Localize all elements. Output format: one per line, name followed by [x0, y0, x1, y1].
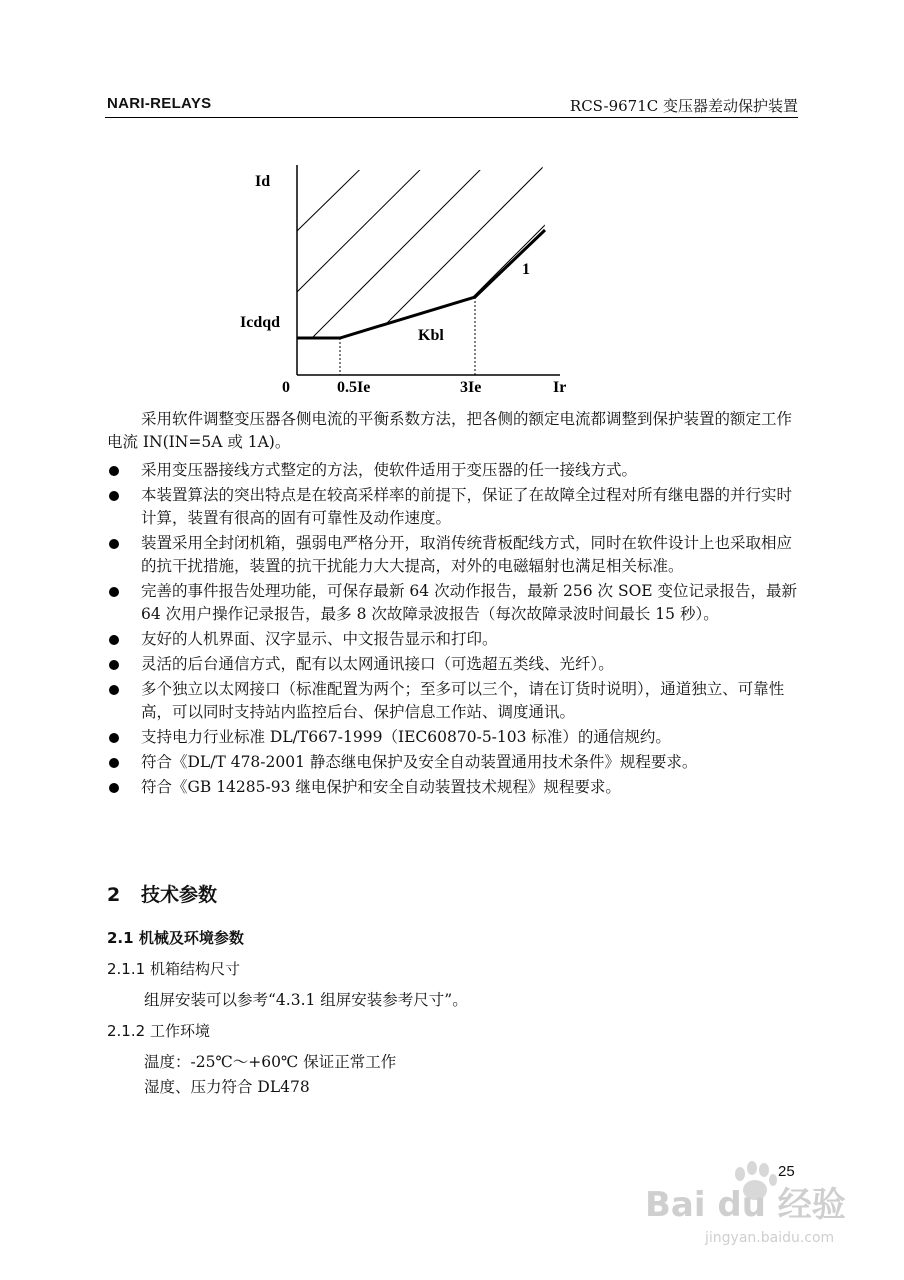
bullet-icon	[109, 491, 119, 501]
bullet-icon	[109, 660, 119, 670]
section-title: 工作环境	[149, 1022, 210, 1040]
section-2-heading	[107, 880, 217, 907]
watermark-url: jingyan.baidu.com	[705, 1230, 835, 1246]
section-2-1-1-heading	[107, 958, 240, 979]
list-item	[107, 653, 799, 676]
slope-label: 1	[522, 261, 530, 278]
list-item	[107, 751, 799, 774]
bullet-icon	[109, 733, 119, 743]
header-doc-title: RCS-9671C 变压器差动保护装置	[569, 97, 798, 115]
section-title: 机械及环境参数	[138, 929, 244, 947]
section-title: 机箱结构尺寸	[149, 960, 240, 978]
origin-label: 0	[282, 379, 290, 396]
differential-characteristic-diagram	[0, 0, 904, 410]
section-number: 2	[107, 884, 121, 906]
temperature-line: 温度：-25℃～+60℃ 保证正常工作	[144, 1053, 397, 1071]
section-2-1-2-heading	[107, 1020, 210, 1041]
y-axis-label: Id	[255, 173, 271, 190]
header-brand: NARI-RELAYS	[107, 95, 212, 112]
watermark-brand: Bai du 经验	[645, 1185, 846, 1225]
list-item-text: 装置采用全封闭机箱，强弱电严格分开，取消传统背板配线方式，同时在软件设计上也采取相应的抗干扰措施，装置的抗干扰能力大大提高，对外的电磁辐射也满足相关标准。	[141, 534, 793, 575]
baidu-watermark	[640, 1150, 880, 1250]
section-2-1-1-text: 组屏安装可以参考“4.3.1 组屏安装参考尺寸”。	[144, 991, 468, 1009]
x-tick-3ie: 3Ie	[460, 379, 482, 396]
humidity-line: 湿度、压力符合 DL478	[144, 1078, 310, 1096]
kbl-label: Kbl	[418, 327, 444, 344]
bullet-icon	[109, 783, 119, 793]
bullet-icon	[109, 587, 119, 597]
list-item	[107, 726, 799, 749]
list-item	[107, 678, 799, 724]
list-item-text: 友好的人机界面、汉字显示、中文报告显示和打印。	[141, 630, 498, 648]
x-tick-0-5ie: 0.5Ie	[337, 379, 371, 396]
restraint-curve	[297, 230, 545, 338]
section-title: 技术参数	[141, 884, 218, 906]
bullet-icon	[109, 635, 119, 645]
list-item-text: 多个独立以太网接口（标准配置为两个；至多可以三个，请在订货时说明），通道独立、可靠性高，可以同时支持站内监控后台、保护信息工作站、调度通讯。	[141, 680, 785, 721]
list-item-text: 符合《GB 14285-93 继电保护和安全自动装置技术规程》规程要求。	[141, 778, 621, 796]
section-number: 2.1.1	[107, 960, 146, 978]
icdqd-label: Icdqd	[240, 314, 281, 331]
list-item	[107, 776, 799, 799]
list-item	[107, 628, 799, 651]
list-item-text: 符合《DL/T 478-2001 静态继电保护及安全自动装置通用技术条件》规程要求。	[141, 753, 698, 771]
page-number: 25	[778, 1163, 795, 1180]
bullet-icon	[109, 466, 119, 476]
list-item	[107, 484, 799, 530]
section-number: 2.1.2	[107, 1022, 146, 1040]
bullet-icon	[109, 685, 119, 695]
list-item-text: 采用变压器接线方式整定的方法，使软件适用于变压器的任一接线方式。	[141, 461, 638, 479]
list-item	[107, 459, 799, 482]
section-2-1-heading	[107, 927, 244, 948]
intro-paragraph: 采用软件调整变压器各侧电流的平衡系数方法，把各侧的额定电流都调整到保护装置的额定工作电流 IN(IN=5A 或 1A)。	[107, 410, 793, 451]
x-axis-label: Ir	[553, 379, 567, 396]
list-item	[107, 580, 799, 626]
list-item-text: 灵活的后台通信方式，配有以太网通讯接口（可选超五类线、光纤）。	[141, 655, 614, 673]
feature-list	[107, 459, 799, 801]
list-item	[107, 532, 799, 578]
list-item-text: 支持电力行业标准 DL/T667-1999（IEC60870-5-103 标准）的通信规约。	[141, 728, 671, 746]
bullet-icon	[109, 758, 119, 768]
list-item-text: 本装置算法的突出特点是在较高采样率的前提下，保证了在故障全过程对所有继电器的并行实时计算，装置有很高的固有可靠性及动作速度。	[141, 486, 793, 527]
list-item-text: 完善的事件报告处理功能，可保存最新 64 次动作报告，最新 256 次 SOE 变位记录报告，最新 64 次用户操作记录报告，最多 8 次故障录波报告（每次故障录波时间最长 15 秒）。	[141, 582, 798, 623]
section-number: 2.1	[107, 929, 134, 947]
bullet-icon	[109, 539, 119, 549]
